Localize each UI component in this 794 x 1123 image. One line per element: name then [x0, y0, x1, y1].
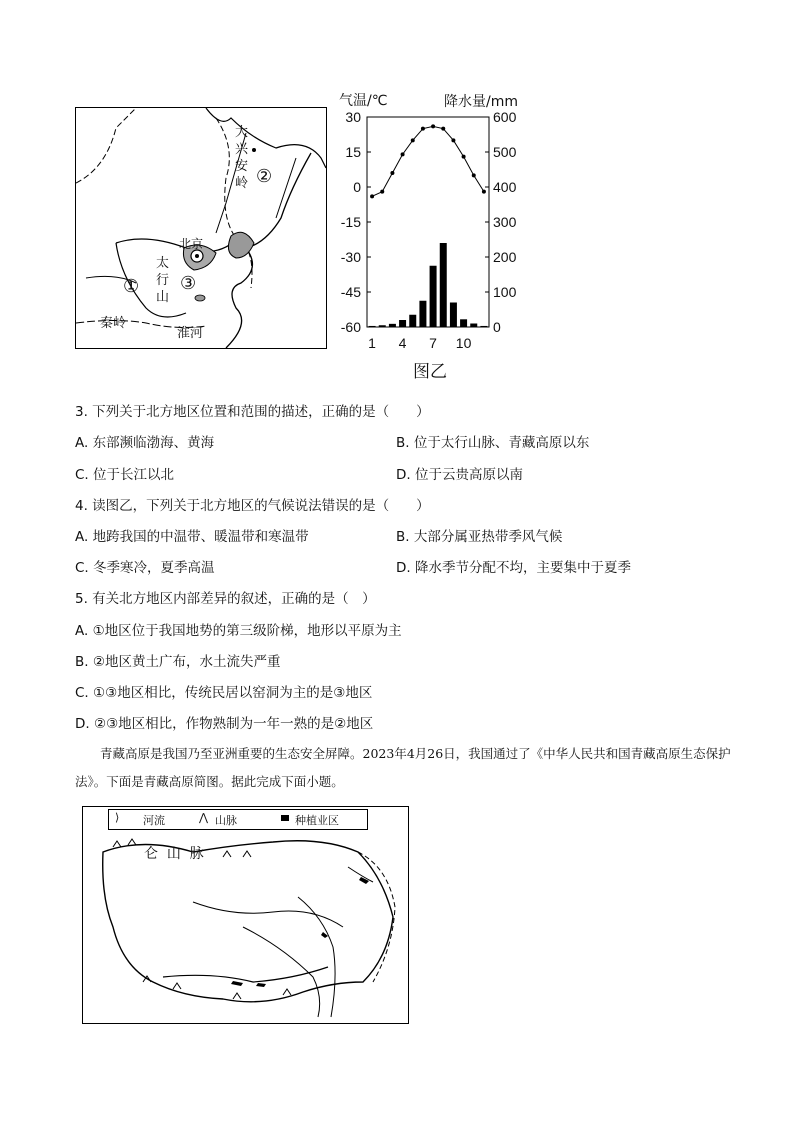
- right-tick-label: 0: [493, 319, 501, 335]
- temperature-point: [462, 155, 466, 159]
- precipitation-bar: [470, 324, 477, 328]
- precipitation-bar: [440, 243, 447, 327]
- char: 兴: [235, 142, 249, 157]
- question-4-option-b[interactable]: B. 大部分属亚热带季风气候: [396, 529, 563, 545]
- legend-mountain-label: 山脉: [215, 814, 237, 827]
- temperature-point: [401, 152, 405, 156]
- left-tick-label: 15: [345, 144, 361, 160]
- char: 岭: [235, 176, 249, 191]
- temperature-point: [441, 127, 445, 131]
- temperature-point: [390, 171, 394, 175]
- right-tick-label: 300: [493, 214, 517, 230]
- label-region-2: ②: [256, 166, 273, 187]
- chart-caption: 图乙: [413, 362, 447, 382]
- question-5-option-c[interactable]: C. ①③地区相比，传统民居以窑洞为主的是③地区: [75, 685, 373, 701]
- label-taihangshan: [156, 255, 169, 306]
- char: 安: [235, 159, 249, 174]
- question-4-option-c[interactable]: C. 冬季寒冷，夏季高温: [75, 560, 215, 576]
- right-tick-label: 500: [493, 144, 517, 160]
- river-legend-icon: ⟩: [115, 811, 120, 824]
- right-tick-label: 200: [493, 249, 517, 265]
- plot-frame: [367, 117, 489, 327]
- char: 山: [156, 290, 170, 305]
- x-tick-label: 4: [398, 335, 407, 351]
- precipitation-bar: [369, 326, 376, 327]
- label-kunlun: 仑 山 脉: [144, 846, 204, 862]
- precipitation-bar: [480, 326, 487, 327]
- label-huaihe: 淮河: [177, 326, 204, 341]
- left-tick-label: -60: [340, 319, 361, 335]
- x-tick-label: 1: [368, 335, 376, 351]
- tibet-map-legend: [108, 809, 368, 830]
- label-beijing: 北京: [179, 237, 204, 251]
- temperature-point: [451, 138, 455, 142]
- tibet-map-drawing: [83, 807, 408, 1023]
- char: 太: [156, 256, 170, 271]
- left-tick-label: 30: [345, 109, 361, 125]
- question-5-option-b[interactable]: B. ②地区黄土广布，水土流失严重: [75, 654, 281, 670]
- right-axis-title: 降水量/mm: [444, 94, 518, 110]
- question-4-option-a[interactable]: A. 地跨我国的中温带、暖温带和寒温带: [75, 529, 309, 545]
- mountain-legend-icon: ⋀: [199, 811, 209, 824]
- climate-chart: [325, 105, 540, 355]
- question-4-option-d[interactable]: D. 降水季节分配不均，主要集中于夏季: [396, 560, 631, 576]
- char: 行: [156, 273, 170, 288]
- north-china-map: [75, 107, 327, 349]
- precipitation-bar: [460, 319, 467, 327]
- temperature-point: [370, 194, 374, 198]
- left-axis-title: 气温/℃: [339, 93, 388, 109]
- question-5-stem: 5. 有关北方地区内部差异的叙述，正确的是（ ）: [75, 591, 376, 607]
- right-tick-label: 600: [493, 109, 517, 125]
- precipitation-bar: [450, 303, 457, 328]
- question-4-stem: 4. 读图乙，下列关于北方地区的气候说法错误的是（ ）: [75, 498, 430, 514]
- precipitation-bar: [430, 266, 437, 327]
- temperature-point: [472, 173, 476, 177]
- legend-river-label: 河流: [143, 814, 165, 827]
- question-5-option-d[interactable]: D. ②③地区相比，作物熟制为一年一熟的是②地区: [75, 716, 374, 732]
- precipitation-bar: [379, 325, 386, 327]
- label-qinling: 秦岭: [100, 316, 127, 331]
- temperature-point: [421, 127, 425, 131]
- tibet-map: [82, 806, 409, 1024]
- temperature-point: [380, 190, 384, 194]
- x-tick-label: 7: [429, 335, 437, 351]
- temperature-point: [431, 124, 435, 128]
- precipitation-bar: [399, 320, 406, 327]
- label-region-3: ③: [180, 273, 197, 294]
- temperature-point: [411, 138, 415, 142]
- label-region-1: ①: [123, 276, 140, 297]
- left-tick-label: 0: [353, 179, 361, 195]
- temperature-point: [482, 190, 486, 194]
- right-tick-label: 100: [493, 284, 517, 300]
- farm-legend-icon: [281, 815, 289, 821]
- char: 大: [235, 125, 249, 140]
- passage-tibetan-plateau: 青藏高原是我国乃至亚洲重要的生态安全屏障。2023年4月26日，我国通过了《中华人民共和国青藏高原生态保护法》。下面是青藏高原简图。据此完成下面小题。: [75, 746, 731, 789]
- left-tick-label: -15: [340, 214, 361, 230]
- x-tick-label: 10: [455, 335, 472, 351]
- left-tick-label: -45: [340, 284, 361, 300]
- question-3-option-a[interactable]: A. 东部濒临渤海、黄海: [75, 435, 215, 451]
- precipitation-bar: [389, 324, 396, 327]
- question-3-option-b[interactable]: B. 位于太行山脉、青藏高原以东: [396, 435, 590, 451]
- question-3-option-c[interactable]: C. 位于长江以北: [75, 467, 175, 483]
- precipitation-bar: [409, 315, 416, 327]
- precipitation-bar: [419, 301, 426, 327]
- right-tick-label: 400: [493, 179, 517, 195]
- question-3-stem: 3. 下列关于北方地区位置和范围的描述，正确的是（ ）: [75, 404, 430, 420]
- question-3-option-d[interactable]: D. 位于云贵高原以南: [396, 467, 523, 483]
- question-5-option-a[interactable]: A. ①地区位于我国地势的第三级阶梯，地形以平原为主: [75, 623, 402, 639]
- left-tick-label: -30: [340, 249, 361, 265]
- temperature-line: [372, 126, 484, 196]
- legend-farm-label: 种植业区: [295, 814, 339, 827]
- label-daxinganling: [235, 124, 248, 192]
